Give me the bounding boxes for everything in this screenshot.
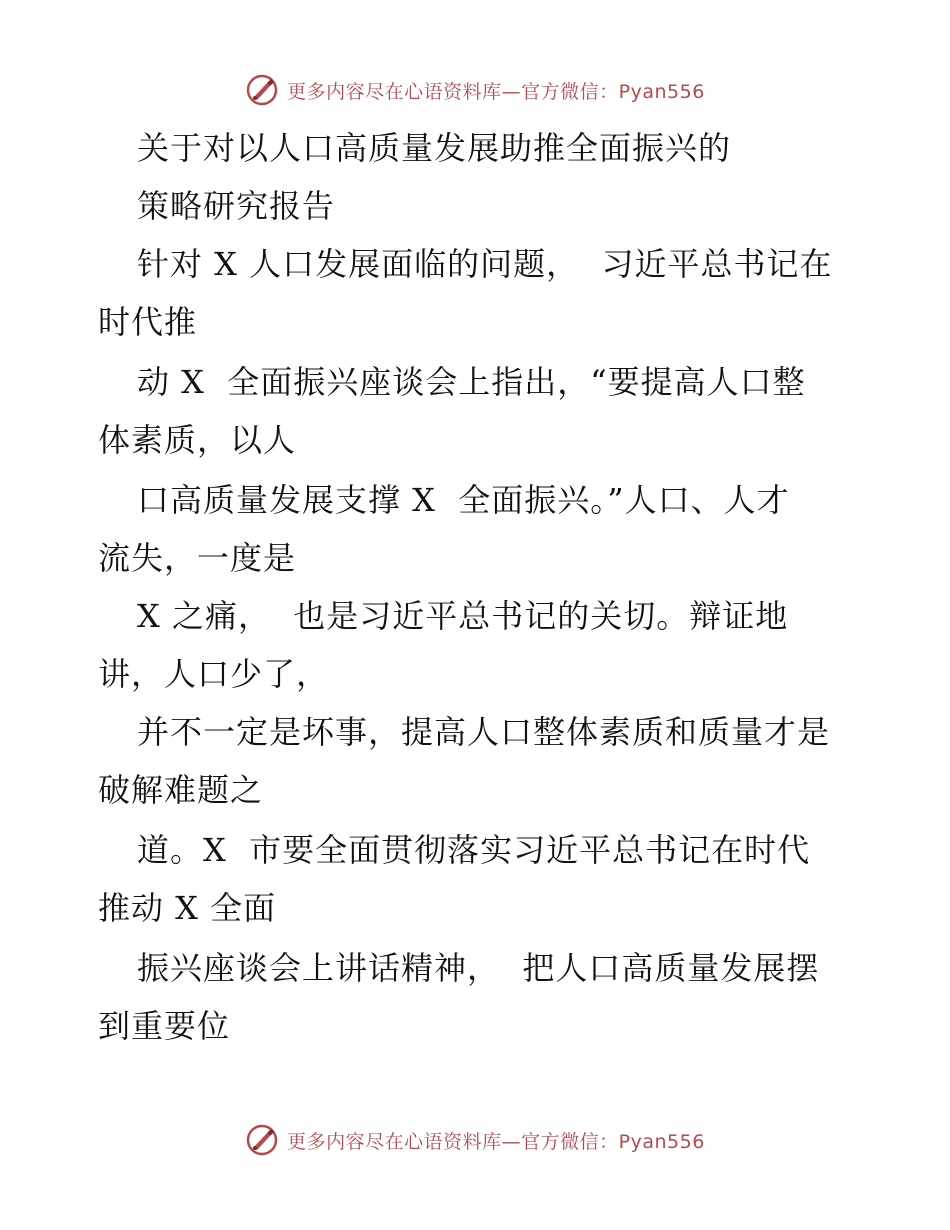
text-line: 关于对以人口高质量发展助推全面振兴的 (137, 129, 732, 167)
footer-watermark (0, 1120, 950, 1160)
text-line: 动 X 全面振兴座谈会上指出，“要提高人口整 (137, 363, 806, 401)
text-line: 讲，人口少了， (98, 655, 330, 693)
text-line: 振兴座谈会上讲话精神， 把人口高质量发展摆 (137, 949, 820, 987)
pen-seal-icon (245, 73, 279, 107)
text-line: 策略研究报告 (137, 187, 336, 225)
text-line: 体素质，以人 (98, 421, 297, 459)
text-line: 口高质量发展支撑 X 全面振兴。”人口、人才 (137, 481, 790, 519)
text-line: 道。X 市要全面贯彻落实习近平总书记在时代 (137, 831, 811, 869)
text-line: 破解难题之 (98, 771, 264, 809)
watermark-text: 更多内容尽在心语资料库—官方微信：Pyan556 (287, 80, 705, 103)
watermark-text: 更多内容尽在心语资料库—官方微信：Pyan556 (287, 1130, 705, 1153)
pen-seal-icon (245, 1123, 279, 1157)
text-line: 推动 X 全面 (98, 889, 277, 927)
text-line: 并不一定是坏事，提高人口整体素质和质量才是 (137, 713, 831, 751)
text-line: 流失，一度是 (98, 539, 297, 577)
text-line: 时代推 (98, 303, 198, 341)
header-watermark (0, 70, 950, 110)
text-line: 到重要位 (98, 1007, 231, 1045)
text-line: 针对 X 人口发展面临的问题， 习近平总书记在 (137, 245, 833, 283)
text-line: X 之痛， 也是习近平总书记的关切。辩证地 (137, 597, 789, 635)
